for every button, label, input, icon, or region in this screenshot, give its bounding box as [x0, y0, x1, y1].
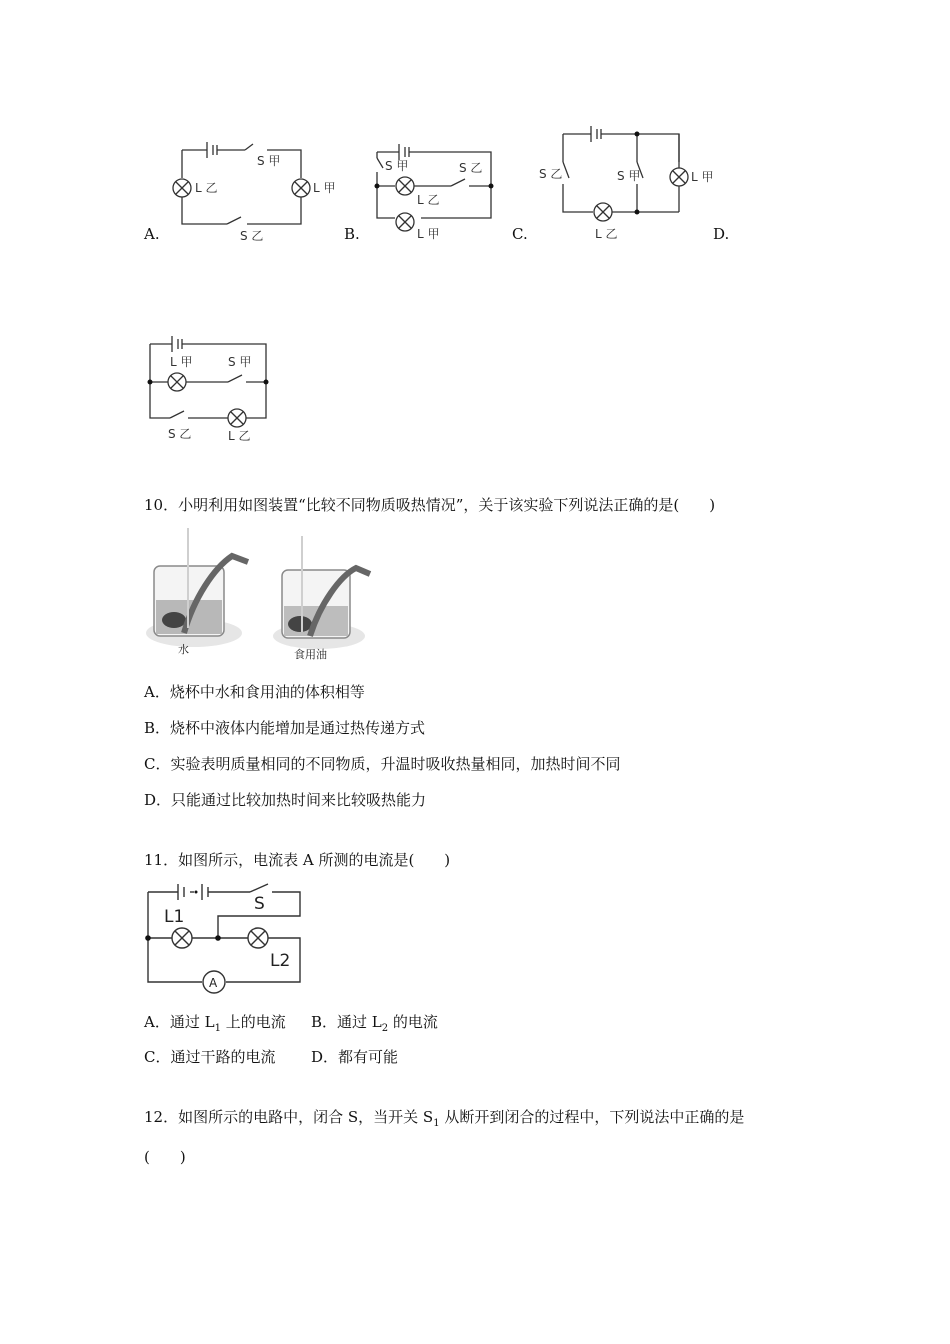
q10-option-d: D．只能通过比较加热时间来比较吸热能力 [144, 791, 427, 809]
circuit-c-diagram [535, 122, 725, 247]
option-a-label: A. [144, 225, 160, 243]
l1-label: L1 [164, 907, 185, 927]
beakers-photo [144, 528, 374, 663]
q11-option-b: B．通过 $L_2$ 的电流 [311, 1013, 438, 1034]
l-yi-label: L 乙 [595, 227, 618, 241]
s-jia-label: S 甲 [257, 154, 281, 168]
option-d-label: D. [713, 225, 730, 243]
s-jia-label: S 甲 [385, 159, 409, 173]
l-jia-label: L 甲 [313, 181, 336, 195]
q11-stem: 11．如图所示，电流表 A 所测的电流是( ) [144, 851, 451, 869]
l-jia-label: L 甲 [170, 355, 193, 369]
q10-option-b: B．烧杯中液体内能增加是通过热传递方式 [144, 719, 426, 737]
circuit-a-diagram [165, 130, 345, 245]
caption-water: 水 [178, 643, 189, 656]
l-jia-label: L 甲 [417, 227, 440, 241]
l-yi-label: L 乙 [228, 429, 251, 443]
s-label: S [254, 894, 265, 914]
q12-stem-line2: ( ) [144, 1148, 186, 1166]
caption-oil: 食用油 [294, 648, 327, 661]
s-jia-label: S 甲 [228, 355, 252, 369]
s-yi-label: S 乙 [240, 229, 264, 243]
s-yi-label: S 乙 [168, 427, 192, 441]
q10-option-c: C．实验表明质量相同的不同物质，升温时吸收热量相同，加热时间不同 [144, 755, 621, 773]
q10-option-a: A．烧杯中水和食用油的体积相等 [144, 683, 365, 701]
q12-stem: 12．如图所示的电路中，闭合 S，当开关 $S_1$ 从断开到闭合的过程中，下列说法中正确的是 [144, 1108, 745, 1129]
s-yi-label: S 乙 [539, 167, 563, 181]
option-c-label: C. [512, 225, 528, 243]
s-jia-label: S 甲 [617, 169, 641, 183]
q11-option-a: A．通过 $L_1$ 上的电流 [144, 1013, 286, 1034]
q11-option-d: D．都有可能 [311, 1048, 399, 1066]
circuit-d-diagram [140, 330, 280, 445]
q11-option-c: C．通过干路的电流 [144, 1048, 276, 1066]
s-yi-label: S 乙 [459, 161, 483, 175]
l-yi-label: L 乙 [195, 181, 218, 195]
ammeter-label: A [209, 976, 218, 990]
q10-stem: 10．小明利用如图装置“比较不同物质吸热情况”，关于该实验下列说法正确的是( ) [144, 496, 716, 514]
l-yi-label: L 乙 [417, 193, 440, 207]
circuit-b-diagram [365, 130, 505, 245]
l2-label: L2 [270, 951, 291, 971]
l-jia-label: L 甲 [691, 170, 714, 184]
option-b-label: B. [344, 225, 360, 243]
circuit-q11-diagram [140, 878, 310, 1000]
